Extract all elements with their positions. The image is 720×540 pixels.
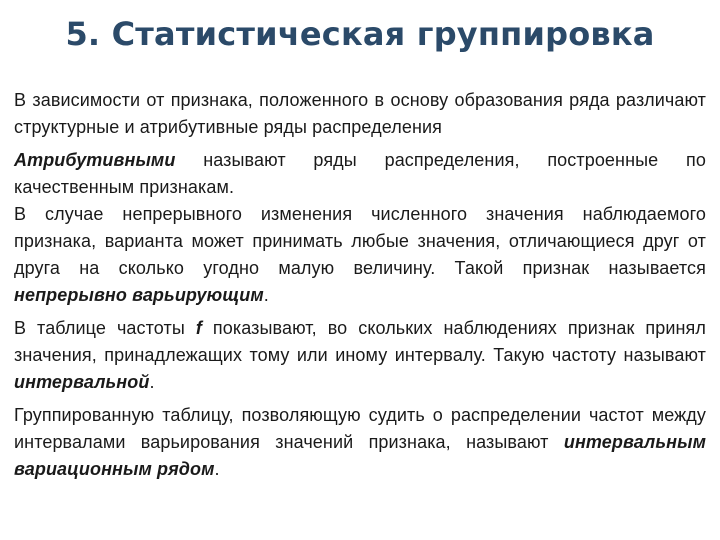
paragraph-text: В зависимости от признака, положенного в основу образования ряда различают структурные и атрибутивные ряды распределения xyxy=(14,90,706,137)
slide-body xyxy=(14,87,706,489)
term-attributive: Атрибутивными xyxy=(14,150,176,170)
paragraph-end: . xyxy=(214,459,220,479)
paragraph-text: показывают, во скольких наблюдениях признак принял значения, принадлежащих тому или иному интервалу. Такую частоту называют xyxy=(14,318,706,365)
paragraph-text: Группированную таблицу, позволяющую судить о распределении частот между интервалами варьирования значений признака, называют xyxy=(14,405,706,452)
paragraph-attributive-series xyxy=(14,147,706,201)
term-interval-variation-series: интервальным вариационным рядом xyxy=(14,432,706,479)
term-continuously-varying: непрерывно варьирующим xyxy=(14,285,264,305)
paragraph-continuous-variation xyxy=(14,201,706,309)
paragraph-interval-frequency xyxy=(14,315,706,396)
paragraph-end: . xyxy=(149,372,155,392)
frequency-symbol: f xyxy=(195,318,202,338)
paragraph-text: В случае непрерывного изменения численного значения наблюдаемого признака, варианта может принимать любые значения, отличающиеся друг от друга на сколько угодно малую величину. Такой признак называется xyxy=(14,204,706,278)
slide-title: 5. Статистическая группировка xyxy=(65,15,655,53)
term-interval: интервальной xyxy=(14,372,150,392)
paragraph-interval-variation-series xyxy=(14,402,706,483)
paragraph-end: . xyxy=(263,285,269,305)
paragraph-text: В таблице частоты xyxy=(14,318,196,338)
paragraph-series-types xyxy=(14,87,706,141)
paragraph-text: называют ряды распределения, построенные по качественным признакам. xyxy=(14,150,706,197)
